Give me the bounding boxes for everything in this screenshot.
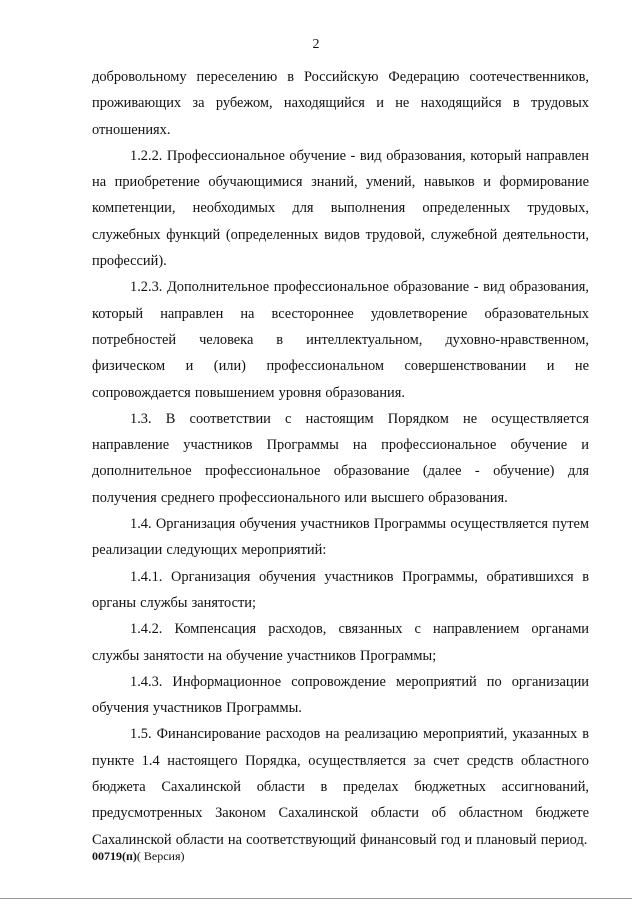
document-code: 00719(п): [92, 849, 137, 863]
paragraph-1-2-2: 1.2.2. Профессиональное обучение - вид образования, который направлен на приобретение обучающимися знаний, умений, навыков и формирование компетенции, необходимых для выполнения определенных трудовых, служебных функций (определенных видов трудовой, служебной деятельности, профессий).: [92, 147, 589, 270]
paragraph-1-4-1: 1.4.1. Организация обучения участников Программы, обратившихся в органы службы занятости;: [92, 568, 589, 611]
paragraph-1-4-3: 1.4.3. Информационное сопровождение мероприятий по организации обучения участников Программы.: [92, 673, 589, 717]
page-number: 2: [312, 37, 320, 52]
paragraph-continuation: добровольному переселению в Российскую Федерацию соотечественников, проживающих за рубежом, находящийся и не находящийся в трудовых отношениях.: [92, 69, 589, 138]
paragraph-1-4-2: 1.4.2. Компенсация расходов, связанных с направлением органами службы занятости на обучение участников Программы;: [92, 621, 589, 664]
bottom-divider: [0, 898, 632, 899]
paragraph-1-5: 1.5. Финансирование расходов на реализацию мероприятий, указанных в пункте 1.4 настоящего Порядка, осуществляется за счет средств областного бюджета Сахалинской области в пределах бюджетных ассигнований, предусмотренных Законом Сахалинской области об областном бюджете Сахалинской области на соответствующий финансовый год и плановый период.: [92, 726, 589, 848]
paragraph-1-2-3: 1.2.3. Дополнительное профессиональное образование - вид образования, который направлен на всестороннее удовлетворение образовательных потребностей человека в интеллектуальном, духовно-нравственном, физическом и (или) профессиональном совершенствовании и не сопровождается повышением уровня образования.: [92, 279, 589, 401]
paragraph-1-3: 1.3. В соответствии с настоящим Порядком не осуществляется направление участников Программы на профессиональное обучение и дополнительное профессиональное образование (далее - обучение) для получения среднего профессионального или высшего образования.: [92, 410, 589, 506]
document-version: ( Версия): [136, 849, 185, 863]
document-body: [92, 64, 589, 853]
paragraph-1-4: 1.4. Организация обучения участников Программы осуществляется путем реализации следующих мероприятий:: [92, 516, 589, 559]
document-footer: [92, 848, 185, 864]
